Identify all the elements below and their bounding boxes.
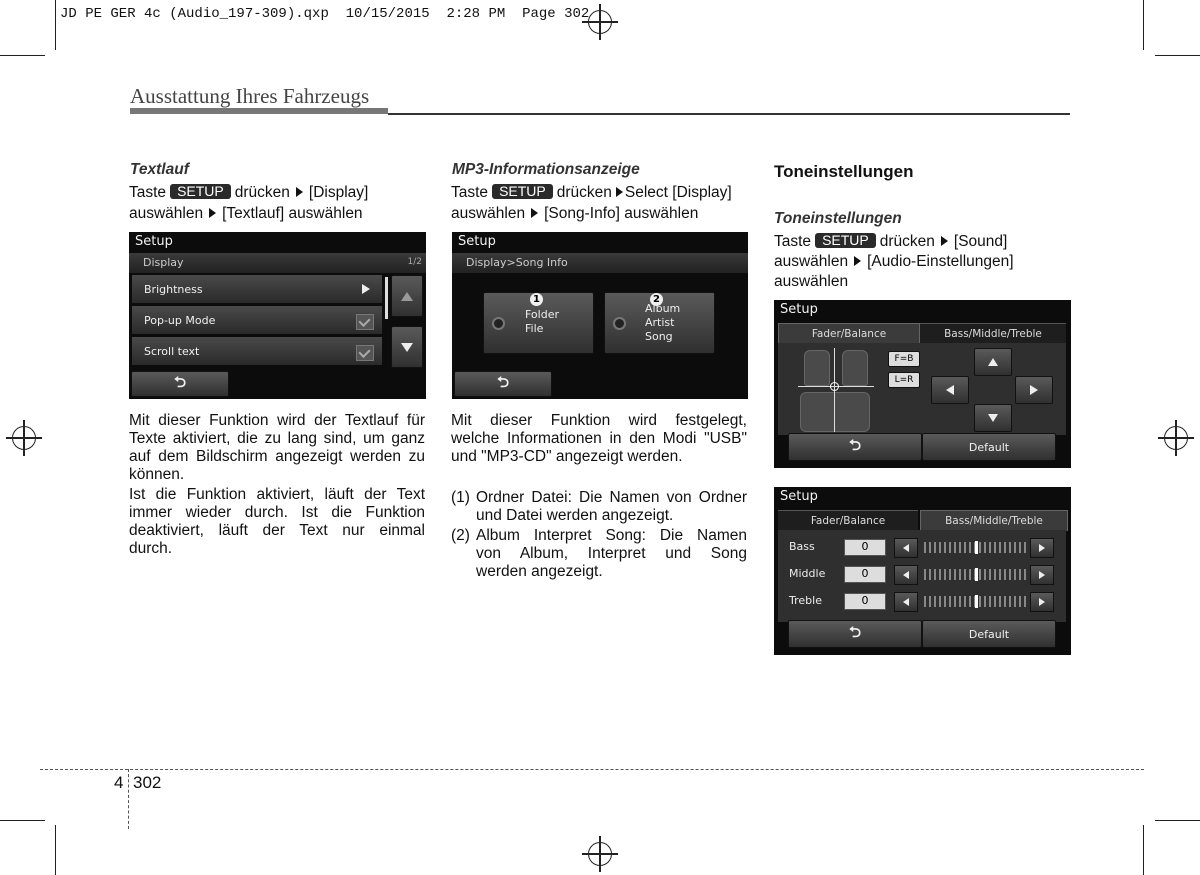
heading-toneinstellungen: Toneinstellungen [774, 162, 914, 181]
footer-dashed-line [40, 769, 1144, 770]
arrow-right-icon [1039, 571, 1045, 579]
body-text: Mit dieser Funktion wird der Textlauf für [129, 412, 425, 429]
checkbox-icon[interactable] [356, 314, 374, 330]
back-icon: ⮌ [848, 622, 861, 641]
chapter-number: 4 [114, 773, 124, 792]
back-button[interactable] [454, 371, 552, 397]
balance-left-button[interactable] [931, 376, 969, 404]
fader-up-button[interactable] [974, 348, 1012, 376]
radio-icon [492, 317, 505, 330]
fb-center-button[interactable]: F=B [888, 351, 920, 367]
arrow-up-icon [988, 358, 998, 366]
arrow-right-icon [616, 187, 623, 197]
eq-decrease-button[interactable] [894, 538, 918, 558]
eq-slider-knob[interactable] [975, 541, 978, 554]
body-text: Texte aktiviert, die zu lang sind, um ganz [129, 430, 425, 447]
eq-increase-button[interactable] [1030, 592, 1054, 612]
body-text: Mit dieser Funktion wird festgelegt, [451, 412, 747, 429]
arrow-down-icon [401, 343, 413, 352]
option-line: Folder [525, 308, 559, 321]
eq-value: 0 [844, 593, 886, 610]
back-button[interactable] [131, 371, 229, 397]
eq-row-middle [774, 566, 1071, 586]
arrow-up-icon [401, 292, 413, 301]
scroll-down-button[interactable] [391, 326, 423, 368]
default-button[interactable]: Default [922, 433, 1056, 461]
arrow-left-icon [903, 598, 909, 606]
crop-mark [1143, 0, 1144, 50]
screen-title: Setup [780, 489, 818, 504]
footer-vertical-dash [128, 769, 129, 829]
screen-fader-balance [774, 300, 1071, 468]
crop-mark [0, 55, 45, 56]
registration-mark-right [1158, 420, 1194, 456]
registration-mark-left [6, 420, 42, 456]
arrow-right-icon [531, 208, 538, 218]
checkbox-icon[interactable] [356, 345, 374, 361]
list-text: werden angezeigt. [476, 563, 603, 580]
option-line: Album [645, 302, 681, 315]
eq-value: 0 [844, 539, 886, 556]
rear-seat-icon [800, 392, 870, 432]
eq-row-bass [774, 539, 1071, 559]
body-text: können. [129, 466, 185, 483]
screen-song-info [452, 232, 748, 399]
arrow-right-icon [1039, 544, 1045, 552]
list-text: und Datei werden angezeigt. [476, 507, 674, 524]
heading-textlauf: Textlauf [130, 161, 189, 178]
list-number: (1) [451, 489, 470, 506]
tab-fader-balance[interactable]: Fader/Balance [778, 510, 918, 531]
page-indicator: 1/2 [407, 257, 422, 267]
section-title: Ausstattung Ihres Fahrzeugs [130, 84, 370, 108]
balance-right-button[interactable] [1015, 376, 1053, 404]
tab-bass-middle-treble[interactable]: Bass/Middle/Treble [920, 323, 1066, 344]
eq-row-treble [774, 593, 1071, 613]
eq-decrease-button[interactable] [894, 565, 918, 585]
arrow-right-icon [209, 208, 216, 218]
screen-title: Setup [458, 234, 496, 249]
arrow-left-icon [903, 571, 909, 579]
eq-decrease-button[interactable] [894, 592, 918, 612]
arrow-right-icon [1039, 598, 1045, 606]
subheader-label: Display [143, 256, 184, 269]
scrollbar[interactable] [385, 277, 388, 319]
callout-1: 1 [530, 293, 543, 306]
back-icon: ⮌ [173, 372, 186, 391]
body-text: welche Informationen in den Modi "USB" [451, 430, 747, 447]
body-text: und "MP3-CD" angezeigt werden. [451, 448, 683, 465]
menu-row-popup-mode[interactable]: Pop-up Mode [132, 306, 382, 334]
list-number: (2) [451, 527, 470, 544]
option-label [645, 302, 680, 344]
setup-badge: SETUP [170, 184, 231, 199]
subheading-toneinstellungen: Toneinstellungen [774, 210, 902, 227]
instruction-line: auswählen [774, 273, 849, 290]
body-text: deaktiviert, läuft der Text nur einmal [129, 522, 425, 539]
instruction-line: Taste SETUP drücken Select [Display] [451, 183, 732, 201]
tab-bass-middle-treble[interactable]: Bass/Middle/Treble [920, 510, 1068, 531]
page-number: 302 [133, 773, 162, 792]
setup-badge: SETUP [815, 233, 876, 248]
body-text: immer wieder durch. Ist die Funktion [129, 504, 425, 521]
list-text: Album Interpret Song: Die Namen [476, 527, 747, 544]
option-line: Artist [645, 316, 675, 329]
screen-bass-middle-treble [774, 487, 1071, 655]
back-button[interactable] [788, 433, 922, 461]
option-line: File [525, 322, 544, 335]
option-label [525, 308, 559, 336]
back-icon: ⮌ [496, 372, 509, 391]
eq-slider-knob[interactable] [975, 568, 978, 581]
arrow-down-icon [988, 414, 998, 422]
list-text: von Album, Interpret und Song [476, 545, 747, 562]
option-line: Song [645, 330, 673, 343]
title-bar [130, 108, 388, 114]
callout-2: 2 [650, 293, 663, 306]
car-seat-map[interactable] [798, 348, 874, 432]
instruction-line: auswählen [Textlauf] auswählen [129, 205, 363, 222]
print-slug: JD PE GER 4c (Audio_197-309).qxp 10/15/2015 2:28 PM Page 302 [60, 6, 590, 22]
screen-scroll-text [129, 232, 426, 399]
eq-increase-button[interactable] [1030, 565, 1054, 585]
body-text: Ist die Funktion aktiviert, läuft der Text [129, 486, 425, 503]
list-text: Ordner Datei: Die Namen von Ordner [476, 489, 747, 506]
arrow-right-icon [1030, 385, 1038, 395]
body-text: auf dem Bildschirm angezeigt werden zu [129, 448, 425, 465]
scroll-up-button[interactable] [391, 275, 423, 317]
subheader-label: Display>Song Info [466, 256, 568, 269]
crosshair-icon [830, 382, 839, 391]
arrow-right-icon [854, 256, 861, 266]
arrow-left-icon [946, 385, 954, 395]
chevron-right-icon [362, 284, 370, 294]
menu-row-brightness[interactable]: Brightness [132, 275, 382, 303]
crop-mark [0, 820, 45, 821]
crop-mark [1155, 820, 1200, 821]
registration-mark-bottom [582, 836, 618, 872]
seat-icon [804, 350, 830, 386]
eq-value: 0 [844, 566, 886, 583]
option-folder-file[interactable] [483, 292, 594, 354]
screen-title: Setup [780, 302, 818, 317]
eq-label: Treble [789, 594, 822, 607]
eq-label: Bass [789, 540, 815, 553]
default-button[interactable]: Default [922, 620, 1056, 648]
lr-center-button[interactable]: L=R [888, 372, 920, 388]
crop-mark [1155, 55, 1200, 56]
title-rule [388, 113, 1070, 115]
radio-icon [613, 317, 626, 330]
eq-label: Middle [789, 567, 826, 580]
eq-increase-button[interactable] [1030, 538, 1054, 558]
heading-mp3-info: MP3-Informationsanzeige [452, 161, 640, 178]
instruction-line: Taste SETUP drücken [Display] [129, 183, 369, 201]
eq-slider-knob[interactable] [975, 595, 978, 608]
instruction-line: auswählen [Song-Info] auswählen [451, 205, 699, 222]
crop-mark [1143, 825, 1144, 875]
body-text: durch. [129, 540, 173, 557]
setup-badge: SETUP [492, 184, 553, 199]
back-button[interactable] [788, 620, 922, 648]
arrow-right-icon [941, 236, 948, 246]
option-album-artist-song[interactable] [604, 292, 715, 354]
arrow-left-icon [903, 544, 909, 552]
instruction-line: Taste SETUP drücken [Sound] [774, 232, 1008, 250]
tab-fader-balance[interactable]: Fader/Balance [778, 323, 920, 344]
crop-mark [55, 825, 56, 875]
instruction-line: auswählen [Audio-Einstellungen] [774, 253, 1014, 270]
arrow-right-icon [296, 187, 303, 197]
screen-title: Setup [135, 234, 173, 249]
menu-row-scroll-text[interactable]: Scroll text [132, 337, 382, 365]
crop-mark [55, 0, 56, 50]
seat-icon [842, 350, 868, 386]
fader-down-button[interactable] [974, 404, 1012, 432]
back-icon: ⮌ [848, 435, 861, 454]
